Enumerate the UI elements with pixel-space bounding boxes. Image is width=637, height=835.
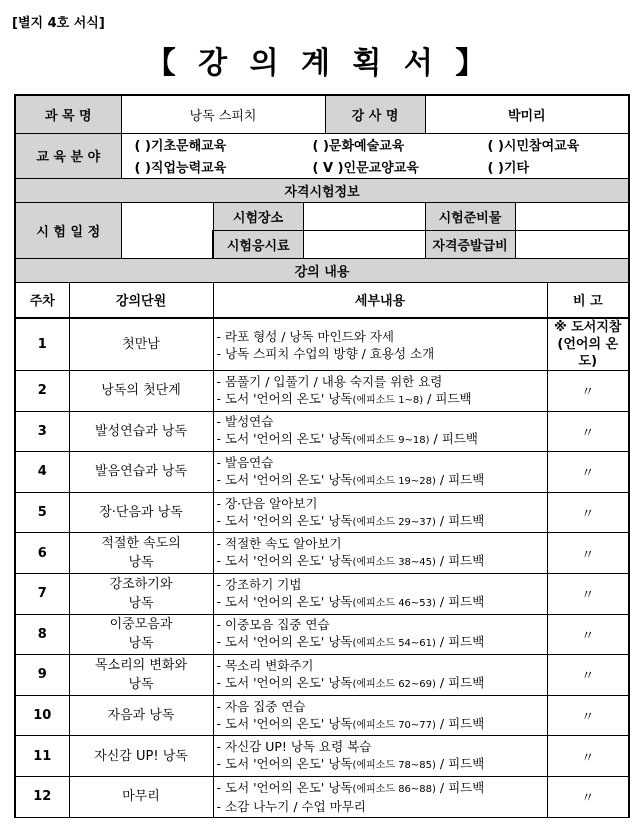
lecture-section-title: 강의 내용 xyxy=(15,258,629,282)
detail-text: - 도서 '언어의 온도' 낭독 xyxy=(216,756,353,772)
detail-feedback: / 피드백 xyxy=(429,431,478,447)
detail-feedback: / 피드백 xyxy=(435,471,485,487)
detail-text: - 도서 '언어의 온도' 낭독 xyxy=(216,779,353,795)
detail-text: - 발성연습 xyxy=(216,414,274,430)
field-options xyxy=(121,133,629,178)
detail-line xyxy=(217,779,544,798)
detail-text: - 장·단음 알아보기 xyxy=(216,495,318,511)
detail-line xyxy=(217,593,544,612)
episode-range: (에피소드 46~53) xyxy=(352,597,436,609)
detail-text: - 강조하기 기법 xyxy=(216,576,302,592)
field-option: ( )직업능력교육 xyxy=(134,161,227,176)
detail-feedback: / 피드백 xyxy=(435,674,485,690)
detail-line xyxy=(217,373,544,390)
detail-cell xyxy=(213,776,547,817)
detail-line xyxy=(217,674,544,693)
unit-title: 목소리의 변화와 낭독 xyxy=(69,655,213,696)
lecture-row xyxy=(15,614,629,655)
unit-title: 자신감 UP! 낭독 xyxy=(69,736,213,777)
detail-feedback: / 피드백 xyxy=(435,779,485,795)
week-number: 3 xyxy=(15,411,69,452)
ditto-mark: 〃 xyxy=(547,533,629,574)
detail-cell xyxy=(213,614,547,655)
ditto-mark: 〃 xyxy=(547,614,629,655)
field-option-checked: ( V )인문교양교육 xyxy=(312,161,419,176)
exam-fee-label: 시험응시료 xyxy=(213,230,303,258)
detail-cell xyxy=(213,371,547,412)
unit-title: 낭독의 첫단계 xyxy=(69,371,213,412)
detail-feedback: / 피드백 xyxy=(435,593,485,609)
week-number: 6 xyxy=(15,533,69,574)
unit-title: 적절한 속도의 낭독 xyxy=(69,533,213,574)
ditto-mark: 〃 xyxy=(547,695,629,736)
detail-text: - 도서 '언어의 온도' 낭독 xyxy=(216,390,353,406)
exam-place-value xyxy=(303,202,425,230)
detail-line xyxy=(217,512,544,531)
week-number: 2 xyxy=(15,371,69,412)
unit-title: 자음과 낭독 xyxy=(69,695,213,736)
detail-text: - 발음연습 xyxy=(216,454,274,470)
detail-text: - 적절한 속도 알아보기 xyxy=(216,536,342,552)
detail-line xyxy=(217,390,544,409)
episode-range: (에피소드 54~61) xyxy=(352,638,436,650)
episode-range: (에피소드 29~37) xyxy=(352,516,436,528)
detail-line xyxy=(217,345,544,362)
week-number: 9 xyxy=(15,655,69,696)
episode-range: (에피소드 78~85) xyxy=(352,760,436,772)
detail-text: - 도서 '언어의 온도' 낭독 xyxy=(216,674,353,690)
detail-text: - 몸풀기 / 입풀기 / 내용 숙지를 위한 요령 xyxy=(216,373,443,389)
detail-text: - 도서 '언어의 온도' 낭독 xyxy=(216,512,353,528)
detail-line xyxy=(217,633,544,652)
detail-feedback: / 피드백 xyxy=(435,756,485,772)
detail-line xyxy=(217,430,544,449)
detail-cell xyxy=(213,533,547,574)
episode-range: (에피소드 1~8) xyxy=(352,394,424,406)
episode-range: (에피소드 70~77) xyxy=(352,719,436,731)
detail-line xyxy=(217,657,544,674)
form-number-label: [별지 4호 서식] xyxy=(12,16,105,31)
detail-cell xyxy=(213,736,547,777)
detail-text: - 도서 '언어의 온도' 낭독 xyxy=(216,553,353,569)
field-option: ( )문화예술교육 xyxy=(312,139,405,154)
detail-line xyxy=(217,535,544,552)
detail-text: - 도서 '언어의 온도' 낭독 xyxy=(216,593,353,609)
unit-title: 장·단음과 낭독 xyxy=(69,492,213,533)
detail-cell xyxy=(213,452,547,493)
detail-cell xyxy=(213,492,547,533)
lecture-row xyxy=(15,695,629,736)
lecture-row xyxy=(15,655,629,696)
lecture-row xyxy=(15,411,629,452)
field-option: ( )기초문해교육 xyxy=(134,139,227,154)
detail-text: - 도서 '언어의 온도' 낭독 xyxy=(216,715,353,731)
col-header-detail: 세부내용 xyxy=(213,282,547,318)
field-option: ( )기타 xyxy=(487,161,530,176)
detail-cell xyxy=(213,411,547,452)
ditto-mark: 〃 xyxy=(547,411,629,452)
col-header-note: 비 고 xyxy=(547,282,629,318)
exam-fee-value xyxy=(303,230,425,258)
detail-line xyxy=(217,715,544,734)
week-number: 11 xyxy=(15,736,69,777)
detail-text: - 자신감 UP! 낭독 요령 복습 xyxy=(216,739,372,755)
ditto-mark: 〃 xyxy=(547,776,629,817)
detail-line xyxy=(217,616,544,633)
detail-feedback: / 피드백 xyxy=(435,512,485,528)
episode-range: (에피소드 86~88) xyxy=(352,783,436,795)
lecture-row xyxy=(15,776,629,817)
instructor-value: 박미리 xyxy=(425,95,629,133)
detail-line xyxy=(217,738,544,755)
detail-line xyxy=(217,471,544,490)
ditto-mark: 〃 xyxy=(547,492,629,533)
detail-cell xyxy=(213,573,547,614)
exam-date-value xyxy=(121,202,213,258)
detail-line xyxy=(217,454,544,471)
detail-text: - 도서 '언어의 온도' 낭독 xyxy=(216,471,353,487)
exam-prep-value xyxy=(515,202,629,230)
lecture-row xyxy=(15,452,629,493)
detail-text: - 라포 형성 / 낭독 마인드와 자세 xyxy=(216,328,394,344)
detail-text: - 도서 '언어의 온도' 낭독 xyxy=(216,431,353,447)
detail-line xyxy=(217,798,544,815)
exam-prep-label: 시험준비물 xyxy=(425,202,515,230)
lecture-row xyxy=(15,371,629,412)
week-number: 5 xyxy=(15,492,69,533)
lecture-row xyxy=(15,573,629,614)
detail-line xyxy=(217,576,544,593)
lecture-row xyxy=(15,318,629,371)
week-number: 8 xyxy=(15,614,69,655)
lecture-row xyxy=(15,736,629,777)
detail-feedback: / 피드백 xyxy=(423,390,472,406)
episode-range: (에피소드 62~69) xyxy=(352,678,436,690)
unit-title: 발음연습과 낭독 xyxy=(69,452,213,493)
detail-cell xyxy=(213,695,547,736)
detail-line xyxy=(217,413,544,430)
week-number: 7 xyxy=(15,573,69,614)
detail-feedback: / 피드백 xyxy=(435,553,485,569)
week-number: 10 xyxy=(15,695,69,736)
field-label: 교 육 분 야 xyxy=(15,133,121,178)
detail-line xyxy=(217,755,544,774)
ditto-mark: 〃 xyxy=(547,573,629,614)
episode-range: (에피소드 9~18) xyxy=(352,435,430,447)
week-number: 1 xyxy=(15,318,69,371)
instructor-label: 강 사 명 xyxy=(325,95,425,133)
col-header-unit: 강의단원 xyxy=(69,282,213,318)
detail-line xyxy=(217,698,544,715)
lecture-rows xyxy=(15,318,629,817)
ditto-mark: 〃 xyxy=(547,452,629,493)
detail-text: - 이중모음 집중 연습 xyxy=(216,617,330,633)
subject-label: 과 목 명 xyxy=(15,95,121,133)
cert-fee-label: 자격증발급비 xyxy=(425,230,515,258)
ditto-mark: 〃 xyxy=(547,655,629,696)
week-number: 4 xyxy=(15,452,69,493)
detail-text: - 낭독 스피치 수업의 방향 / 효용성 소개 xyxy=(216,345,435,361)
unit-title: 강조하기와 낭독 xyxy=(69,573,213,614)
exam-section-title: 자격시험정보 xyxy=(15,178,629,202)
field-option: ( )시민참여교육 xyxy=(487,139,580,154)
detail-text: - 도서 '언어의 온도' 낭독 xyxy=(216,634,353,650)
week-number: 12 xyxy=(15,776,69,817)
detail-feedback: / 피드백 xyxy=(435,715,485,731)
unit-title: 첫만남 xyxy=(69,318,213,371)
exam-place-label: 시험장소 xyxy=(213,202,303,230)
ditto-mark: 〃 xyxy=(547,736,629,777)
ditto-mark: 〃 xyxy=(547,371,629,412)
detail-cell xyxy=(213,318,547,371)
detail-cell xyxy=(213,655,547,696)
detail-text: - 목소리 변화주기 xyxy=(216,657,314,673)
lecture-row xyxy=(15,492,629,533)
unit-title: 발성연습과 낭독 xyxy=(69,411,213,452)
cert-fee-value xyxy=(515,230,629,258)
lecture-row xyxy=(15,533,629,574)
episode-range: (에피소드 19~28) xyxy=(352,475,436,487)
note-text: ※ 도서지참 (언어의 온도) xyxy=(547,318,629,371)
exam-date-label: 시 험 일 정 xyxy=(15,202,121,258)
detail-line xyxy=(217,552,544,571)
subject-value: 낭독 스피치 xyxy=(121,95,325,133)
detail-text: - 자음 집중 연습 xyxy=(216,698,306,714)
lecture-plan-table xyxy=(14,94,630,818)
episode-range: (에피소드 38~45) xyxy=(352,557,436,569)
col-header-week: 주차 xyxy=(15,282,69,318)
document-title: 【 강 의 계 획 서 】 xyxy=(145,46,492,81)
detail-text: - 소감 나누기 / 수업 마무리 xyxy=(216,798,366,814)
unit-title: 마무리 xyxy=(69,776,213,817)
detail-line xyxy=(217,328,544,345)
detail-line xyxy=(217,495,544,512)
detail-feedback: / 피드백 xyxy=(435,634,485,650)
unit-title: 이중모음과 낭독 xyxy=(69,614,213,655)
